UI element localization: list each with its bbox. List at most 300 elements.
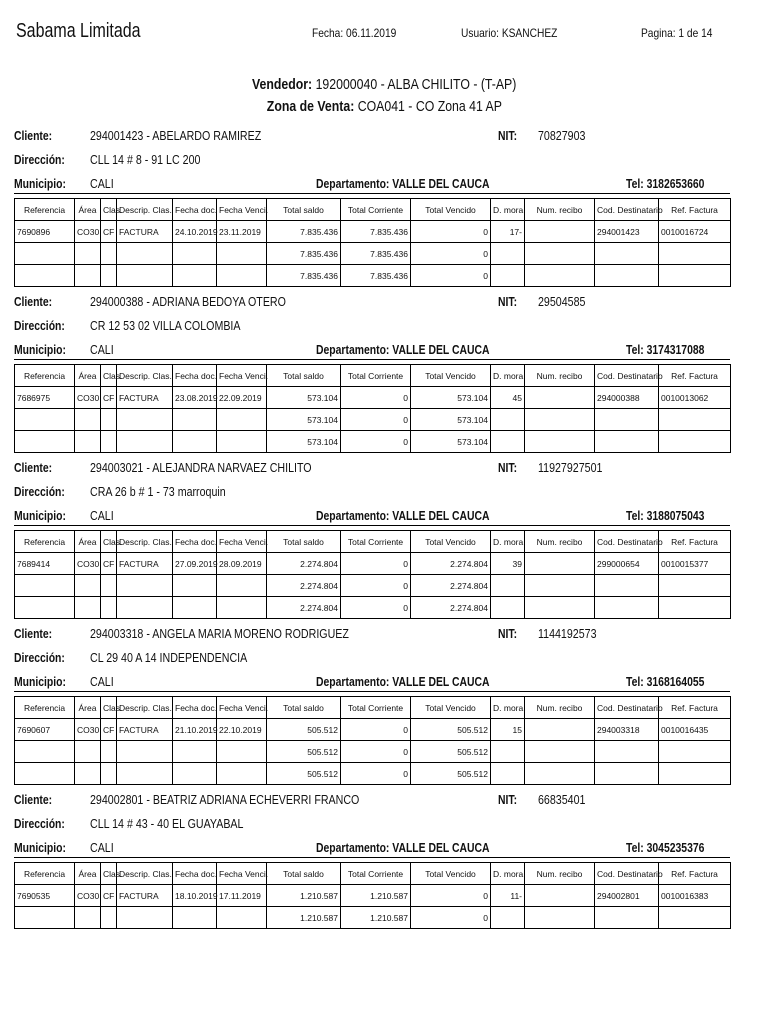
telefono-value: Tel: 3182653660: [626, 176, 705, 191]
table-cell: [217, 409, 267, 431]
column-header: Fecha doc.: [173, 199, 217, 221]
column-header: Ref. Factura: [659, 365, 731, 387]
table-cell: CO30: [75, 885, 101, 907]
table-cell: [75, 597, 101, 619]
table-row: [15, 719, 731, 741]
column-header: Clas.: [101, 365, 117, 387]
table-cell: FACTURA: [117, 387, 173, 409]
table-cell: [491, 907, 525, 929]
page-number: Pagina: 1 de 14: [641, 26, 713, 40]
column-header: Fecha doc.: [173, 697, 217, 719]
cliente-value: 294003021 - ALEJANDRA NARVAEZ CHILITO: [90, 460, 312, 475]
table-cell: [525, 885, 595, 907]
table-cell: 0: [341, 575, 411, 597]
table-cell: 7689414: [15, 553, 75, 575]
municipio-row: [14, 670, 730, 692]
table-cell: [75, 409, 101, 431]
table-cell: 0: [341, 597, 411, 619]
table-cell: 1.210.587: [341, 885, 411, 907]
table-cell: [101, 409, 117, 431]
table-cell: 7690607: [15, 719, 75, 741]
column-header: Fecha Venci.: [217, 365, 267, 387]
table-cell: 7.835.436: [341, 243, 411, 265]
column-header: Cod. Destinatario: [595, 199, 659, 221]
table-cell: [491, 431, 525, 453]
report-date: Fecha: 06.11.2019: [312, 26, 397, 40]
table-cell: [525, 741, 595, 763]
table-cell: [15, 409, 75, 431]
table-cell: 505.512: [411, 763, 491, 785]
table-cell: [595, 907, 659, 929]
municipio-value: CALI: [90, 508, 114, 523]
table-cell: 17.11.2019: [217, 885, 267, 907]
direccion-label: Dirección:: [14, 650, 65, 665]
table-cell: [525, 243, 595, 265]
nit-value: 1144192573: [538, 626, 597, 641]
table-cell: 7.835.436: [341, 221, 411, 243]
municipio-value: CALI: [90, 840, 114, 855]
vendedor-value: 192000040 - ALBA CHILITO - (T-AP): [315, 76, 517, 93]
table-cell: 294000388: [595, 387, 659, 409]
table-cell: 21.10.2019: [173, 719, 217, 741]
table-cell: [75, 763, 101, 785]
zona-line: [0, 98, 768, 115]
table-cell: 2.274.804: [267, 553, 341, 575]
table-cell: CO30: [75, 221, 101, 243]
column-header: D. mora: [491, 199, 525, 221]
table-cell: [217, 265, 267, 287]
table-cell: 22.09.2019: [217, 387, 267, 409]
table-cell: 7.835.436: [267, 243, 341, 265]
table-cell: CO30: [75, 719, 101, 741]
table-cell: [595, 409, 659, 431]
table-cell: [101, 763, 117, 785]
table-cell: 27.09.2019: [173, 553, 217, 575]
column-header: Total Corriente: [341, 697, 411, 719]
table-cell: 7690896: [15, 221, 75, 243]
municipio-value: CALI: [90, 176, 114, 191]
table-cell: 39: [491, 553, 525, 575]
column-header: Ref. Factura: [659, 199, 731, 221]
table-cell: [525, 387, 595, 409]
municipio-label: Municipio:: [14, 176, 66, 191]
direccion-row: [14, 314, 730, 338]
table-cell: 299000654: [595, 553, 659, 575]
direccion-label: Dirección:: [14, 152, 65, 167]
column-header: Ref. Factura: [659, 531, 731, 553]
table-cell: 28.09.2019: [217, 553, 267, 575]
table-cell: [491, 575, 525, 597]
table-header-row: [15, 365, 731, 387]
table-cell: [659, 409, 731, 431]
table-cell: [15, 907, 75, 929]
table-cell: [491, 763, 525, 785]
column-header: D. mora: [491, 531, 525, 553]
table-cell: [75, 431, 101, 453]
table-cell: [101, 431, 117, 453]
table-cell: CF: [101, 221, 117, 243]
direccion-label: Dirección:: [14, 816, 65, 831]
invoice-table: [14, 198, 731, 287]
report-header: [0, 18, 768, 48]
table-cell: 2.274.804: [411, 575, 491, 597]
direccion-label: Dirección:: [14, 484, 65, 499]
column-header: Total saldo: [267, 199, 341, 221]
table-cell: CO30: [75, 387, 101, 409]
municipio-value: CALI: [90, 342, 114, 357]
telefono-value: Tel: 3045235376: [626, 840, 705, 855]
departamento-value: Departamento: VALLE DEL CAUCA: [316, 176, 490, 191]
table-cell: 2.274.804: [411, 553, 491, 575]
table-cell: FACTURA: [117, 719, 173, 741]
column-header: Referencia: [15, 531, 75, 553]
table-cell: [525, 763, 595, 785]
column-header: Cod. Destinatario: [595, 365, 659, 387]
cliente-value: 294001423 - ABELARDO RAMIREZ: [90, 128, 262, 143]
column-header: D. mora: [491, 365, 525, 387]
table-cell: 24.10.2019: [173, 221, 217, 243]
column-header: Clas.: [101, 531, 117, 553]
municipio-row: [14, 338, 730, 360]
table-cell: [659, 431, 731, 453]
table-cell: [173, 409, 217, 431]
municipio-row: [14, 504, 730, 526]
table-row: [15, 885, 731, 907]
table-cell: CF: [101, 387, 117, 409]
table-row: [15, 907, 731, 929]
table-cell: [173, 265, 217, 287]
table-cell: [491, 265, 525, 287]
cliente-label: Cliente:: [14, 626, 53, 641]
table-cell: [15, 763, 75, 785]
column-header: D. mora: [491, 697, 525, 719]
column-header: Total Vencido: [411, 697, 491, 719]
table-cell: [525, 431, 595, 453]
telefono-value: Tel: 3174317088: [626, 342, 705, 357]
table-cell: [117, 763, 173, 785]
column-header: Cod. Destinatario: [595, 697, 659, 719]
table-cell: CF: [101, 885, 117, 907]
column-header: Descrip. Clas.: [117, 531, 173, 553]
table-cell: [595, 265, 659, 287]
table-cell: 11-: [491, 885, 525, 907]
table-cell: 0: [411, 907, 491, 929]
column-header: Num. recibo: [525, 531, 595, 553]
table-cell: [15, 597, 75, 619]
table-cell: [117, 741, 173, 763]
column-header: Referencia: [15, 199, 75, 221]
column-header: Num. recibo: [525, 365, 595, 387]
table-cell: [101, 907, 117, 929]
direccion-row: [14, 646, 730, 670]
table-cell: [15, 575, 75, 597]
table-cell: 573.104: [411, 431, 491, 453]
table-cell: [117, 907, 173, 929]
table-cell: [525, 907, 595, 929]
table-cell: [15, 741, 75, 763]
direccion-row: [14, 480, 730, 504]
municipio-label: Municipio:: [14, 674, 66, 689]
column-header: Total Vencido: [411, 365, 491, 387]
table-cell: [117, 265, 173, 287]
cliente-label: Cliente:: [14, 294, 53, 309]
column-header: Descrip. Clas.: [117, 863, 173, 885]
direccion-value: CRA 26 b # 1 - 73 marroquin: [90, 484, 226, 499]
nit-value: 66835401: [538, 792, 586, 807]
table-cell: [101, 265, 117, 287]
column-header: Fecha doc.: [173, 863, 217, 885]
table-cell: [525, 575, 595, 597]
column-header: Descrip. Clas.: [117, 697, 173, 719]
column-header: Área: [75, 365, 101, 387]
nit-value: 29504585: [538, 294, 586, 309]
table-header-row: [15, 199, 731, 221]
cliente-value: 294000388 - ADRIANA BEDOYA OTERO: [90, 294, 286, 309]
table-cell: 505.512: [411, 719, 491, 741]
table-cell: 0: [341, 763, 411, 785]
table-row: [15, 575, 731, 597]
table-cell: [101, 597, 117, 619]
table-cell: [659, 597, 731, 619]
table-cell: [525, 597, 595, 619]
client-block: [14, 622, 730, 785]
client-row: [14, 290, 730, 314]
table-row: [15, 553, 731, 575]
municipio-value: CALI: [90, 674, 114, 689]
table-cell: 0: [341, 409, 411, 431]
table-cell: [525, 553, 595, 575]
table-cell: [15, 265, 75, 287]
nit-value: 11927927501: [538, 460, 603, 475]
table-cell: 1.210.587: [267, 907, 341, 929]
table-cell: [217, 597, 267, 619]
table-cell: 7690535: [15, 885, 75, 907]
departamento-value: Departamento: VALLE DEL CAUCA: [316, 508, 490, 523]
table-cell: 7.835.436: [267, 221, 341, 243]
municipio-label: Municipio:: [14, 508, 66, 523]
table-cell: 573.104: [267, 431, 341, 453]
column-header: Ref. Factura: [659, 863, 731, 885]
table-cell: [117, 597, 173, 619]
cliente-label: Cliente:: [14, 792, 53, 807]
client-row: [14, 456, 730, 480]
table-cell: [117, 243, 173, 265]
direccion-value: CLL 14 # 8 - 91 LC 200: [90, 152, 201, 167]
table-row: [15, 763, 731, 785]
table-cell: [173, 243, 217, 265]
table-cell: 23.08.2019: [173, 387, 217, 409]
table-cell: [217, 741, 267, 763]
table-cell: [75, 907, 101, 929]
table-cell: 15: [491, 719, 525, 741]
table-cell: 505.512: [411, 741, 491, 763]
table-cell: 7.835.436: [341, 265, 411, 287]
direccion-value: CR 12 53 02 VILLA COLOMBIA: [90, 318, 241, 333]
column-header: Área: [75, 199, 101, 221]
cliente-value: 294002801 - BEATRIZ ADRIANA ECHEVERRI FRANCO: [90, 792, 360, 807]
column-header: Total saldo: [267, 697, 341, 719]
table-cell: 294003318: [595, 719, 659, 741]
table-cell: [173, 431, 217, 453]
nit-value: 70827903: [538, 128, 586, 143]
table-cell: [595, 763, 659, 785]
invoice-table: [14, 696, 731, 785]
table-cell: [217, 243, 267, 265]
column-header: Total Vencido: [411, 199, 491, 221]
column-header: Total Corriente: [341, 365, 411, 387]
column-header: Num. recibo: [525, 199, 595, 221]
table-cell: [217, 431, 267, 453]
table-cell: [525, 719, 595, 741]
table-cell: 45: [491, 387, 525, 409]
table-row: [15, 741, 731, 763]
invoice-table: [14, 530, 731, 619]
column-header: Fecha Venci.: [217, 199, 267, 221]
client-row: [14, 622, 730, 646]
table-cell: 0: [341, 431, 411, 453]
table-header-row: [15, 531, 731, 553]
table-cell: [525, 265, 595, 287]
table-row: [15, 243, 731, 265]
column-header: Total saldo: [267, 365, 341, 387]
table-cell: [595, 575, 659, 597]
table-cell: 0: [411, 243, 491, 265]
table-cell: [117, 575, 173, 597]
municipio-row: [14, 836, 730, 858]
table-cell: [217, 907, 267, 929]
table-cell: 573.104: [411, 387, 491, 409]
table-cell: 2.274.804: [267, 597, 341, 619]
table-row: [15, 409, 731, 431]
table-cell: FACTURA: [117, 221, 173, 243]
table-row: [15, 221, 731, 243]
invoice-table: [14, 364, 731, 453]
table-cell: 1.210.587: [267, 885, 341, 907]
table-cell: 7686975: [15, 387, 75, 409]
table-cell: [491, 741, 525, 763]
table-cell: [491, 243, 525, 265]
direccion-value: CLL 14 # 43 - 40 EL GUAYABAL: [90, 816, 244, 831]
column-header: Fecha doc.: [173, 365, 217, 387]
table-cell: 294002801: [595, 885, 659, 907]
column-header: Área: [75, 863, 101, 885]
zona-label: Zona de Venta:: [266, 98, 354, 115]
table-cell: 0010016435: [659, 719, 731, 741]
cliente-label: Cliente:: [14, 128, 53, 143]
column-header: Clas.: [101, 199, 117, 221]
nit-label: NIT:: [498, 294, 518, 309]
column-header: Clas.: [101, 863, 117, 885]
table-cell: 22.10.2019: [217, 719, 267, 741]
table-cell: [595, 431, 659, 453]
column-header: Total Corriente: [341, 863, 411, 885]
table-cell: 2.274.804: [411, 597, 491, 619]
municipio-label: Municipio:: [14, 840, 66, 855]
direccion-row: [14, 148, 730, 172]
column-header: Referencia: [15, 365, 75, 387]
table-cell: 573.104: [267, 409, 341, 431]
departamento-value: Departamento: VALLE DEL CAUCA: [316, 342, 490, 357]
table-row: [15, 431, 731, 453]
telefono-value: Tel: 3188075043: [626, 508, 705, 523]
table-cell: [173, 741, 217, 763]
departamento-value: Departamento: VALLE DEL CAUCA: [316, 840, 490, 855]
client-block: [14, 456, 730, 619]
table-cell: [101, 575, 117, 597]
table-cell: 505.512: [267, 741, 341, 763]
table-cell: [15, 431, 75, 453]
table-cell: 0010013062: [659, 387, 731, 409]
direccion-value: CL 29 40 A 14 INDEPENDENCIA: [90, 650, 248, 665]
column-header: Total saldo: [267, 863, 341, 885]
table-cell: CF: [101, 719, 117, 741]
table-cell: 0: [341, 741, 411, 763]
nit-label: NIT:: [498, 460, 518, 475]
telefono-value: Tel: 3168164055: [626, 674, 705, 689]
table-cell: [659, 575, 731, 597]
table-cell: 0: [341, 387, 411, 409]
table-cell: 0010015377: [659, 553, 731, 575]
column-header: Descrip. Clas.: [117, 365, 173, 387]
client-row: [14, 124, 730, 148]
table-cell: [525, 409, 595, 431]
direccion-label: Dirección:: [14, 318, 65, 333]
column-header: Fecha Venci.: [217, 697, 267, 719]
client-row: [14, 788, 730, 812]
table-cell: [173, 597, 217, 619]
table-row: [15, 265, 731, 287]
nit-label: NIT:: [498, 128, 518, 143]
column-header: Total Vencido: [411, 531, 491, 553]
table-cell: [75, 265, 101, 287]
column-header: Fecha Venci.: [217, 531, 267, 553]
table-cell: 0: [341, 719, 411, 741]
column-header: Cod. Destinatario: [595, 531, 659, 553]
column-header: Descrip. Clas.: [117, 199, 173, 221]
column-header: D. mora: [491, 863, 525, 885]
client-block: [14, 290, 730, 453]
table-cell: 7.835.436: [267, 265, 341, 287]
column-header: Num. recibo: [525, 697, 595, 719]
table-cell: [15, 243, 75, 265]
column-header: Área: [75, 697, 101, 719]
table-cell: [595, 741, 659, 763]
column-header: Ref. Factura: [659, 697, 731, 719]
table-cell: [75, 575, 101, 597]
column-header: Num. recibo: [525, 863, 595, 885]
column-header: Referencia: [15, 697, 75, 719]
table-cell: 573.104: [267, 387, 341, 409]
table-cell: 17-: [491, 221, 525, 243]
table-cell: 2.274.804: [267, 575, 341, 597]
column-header: Fecha Venci.: [217, 863, 267, 885]
table-cell: [117, 431, 173, 453]
column-header: Clas.: [101, 697, 117, 719]
table-cell: [595, 243, 659, 265]
table-cell: [491, 409, 525, 431]
municipio-label: Municipio:: [14, 342, 66, 357]
table-header-row: [15, 863, 731, 885]
column-header: Referencia: [15, 863, 75, 885]
departamento-value: Departamento: VALLE DEL CAUCA: [316, 674, 490, 689]
table-cell: [101, 741, 117, 763]
direccion-row: [14, 812, 730, 836]
table-cell: 0010016383: [659, 885, 731, 907]
table-cell: 0: [411, 885, 491, 907]
table-cell: [101, 243, 117, 265]
table-cell: 18.10.2019: [173, 885, 217, 907]
report-user: Usuario: KSANCHEZ: [461, 26, 558, 40]
